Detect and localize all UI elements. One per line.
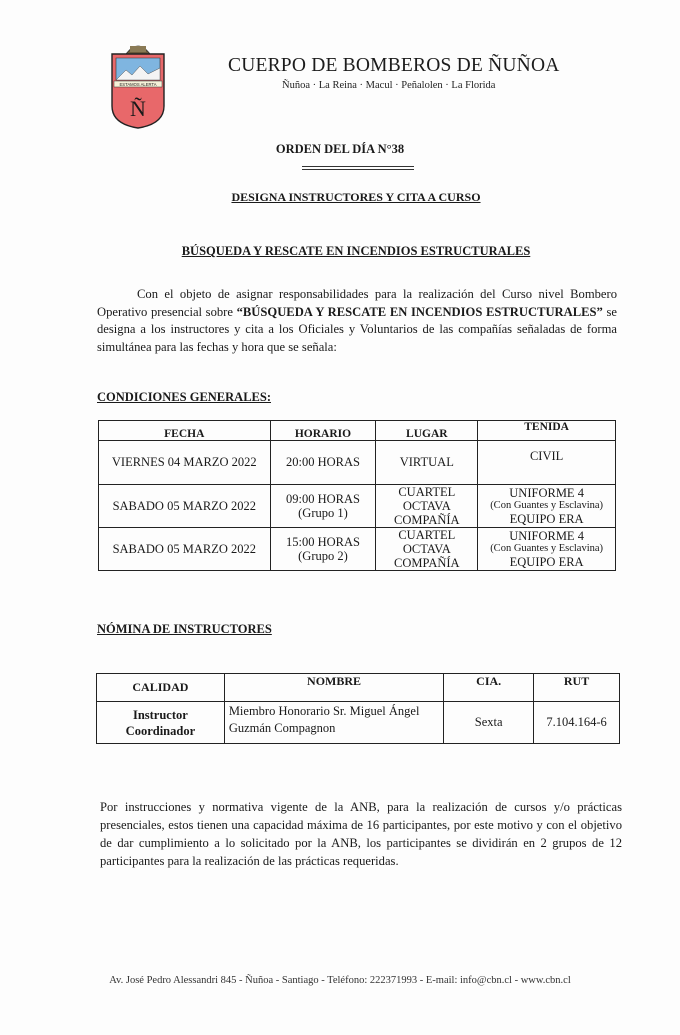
lugar-line: CUARTEL bbox=[398, 485, 456, 499]
conditions-heading: CONDICIONES GENERALES: bbox=[97, 390, 271, 404]
course-title: BÚSQUEDA Y RESCATE EN INCENDIOS ESTRUCTURALES bbox=[181, 244, 531, 258]
lugar-line: OCTAVA bbox=[402, 499, 451, 513]
cell-calidad bbox=[97, 702, 225, 744]
intro-paragraph bbox=[97, 286, 617, 356]
tenida-extra: EQUIPO ERA bbox=[509, 555, 584, 569]
tenida-main: UNIFORME 4 bbox=[509, 529, 584, 543]
cell-fecha: SABADO 05 MARZO 2022 bbox=[99, 485, 271, 528]
svg-text:Ñ: Ñ bbox=[130, 96, 146, 121]
cell-nombre bbox=[224, 702, 443, 744]
heading: DESIGNA INSTRUCTORES Y CITA A CURSO bbox=[231, 190, 481, 204]
instructors-table bbox=[96, 673, 620, 744]
tenida-extra: EQUIPO ERA bbox=[509, 512, 584, 526]
intro-course-name: “BÚSQUEDA Y RESCATE EN INCENDIOS ESTRUCTURALES” bbox=[236, 304, 603, 319]
lugar-line: OCTAVA bbox=[402, 542, 451, 556]
cell-fecha: SABADO 05 MARZO 2022 bbox=[99, 528, 271, 571]
calidad-line: Instructor bbox=[132, 707, 188, 722]
table-row bbox=[99, 528, 616, 571]
col-rut: RUT bbox=[534, 674, 620, 702]
lugar-line: COMPAÑÍA bbox=[394, 556, 460, 570]
cell-lugar: VIRTUAL bbox=[376, 441, 478, 485]
nombre-line: Miembro Honorario Sr. Miguel Ángel bbox=[228, 704, 420, 718]
footer-address: Av. José Pedro Alessandri 845 - Ñuñoa - Santiago - Teléfono: 222371993 - E-mail: info@cbn.cl - www.cbn.cl bbox=[109, 975, 571, 986]
instructors-heading: NÓMINA DE INSTRUCTORES bbox=[97, 622, 272, 636]
cell-tenida bbox=[478, 485, 616, 528]
table-row bbox=[99, 441, 616, 485]
cell-fecha: VIERNES 04 MARZO 2022 bbox=[99, 441, 271, 485]
horario-group: (Grupo 1) bbox=[298, 506, 348, 520]
organization-subtitle: Ñuñoa · La Reina · Macul · Peñalolen · La Florida bbox=[282, 80, 496, 91]
horario-time: 09:00 HORAS bbox=[285, 492, 360, 506]
intro-text-1: Con el objeto de asignar responsabilidades para la realización del Curso nivel Bombero Operativo presencial sobre bbox=[97, 287, 617, 319]
col-nombre: NOMBRE bbox=[224, 674, 443, 702]
order-title: ORDEN DEL DÍA N°38 bbox=[275, 142, 405, 156]
table-row bbox=[99, 485, 616, 528]
horario-group: (Grupo 2) bbox=[298, 549, 348, 563]
cell-lugar bbox=[376, 485, 478, 528]
table-row bbox=[97, 702, 620, 744]
lugar-line: CUARTEL bbox=[398, 528, 456, 542]
lugar-line: COMPAÑÍA bbox=[394, 513, 460, 527]
cell-lugar bbox=[376, 528, 478, 571]
cell-tenida: CIVIL bbox=[478, 441, 616, 485]
col-fecha: FECHA bbox=[99, 421, 271, 441]
cell-rut: 7.104.164-6 bbox=[534, 702, 620, 744]
tenida-detail: (Con Guantes y Esclavina) bbox=[490, 500, 604, 511]
organization-title: CUERPO DE BOMBEROS DE ÑUÑOA bbox=[228, 55, 560, 76]
conditions-table bbox=[98, 420, 616, 571]
col-lugar: LUGAR bbox=[376, 421, 478, 441]
col-calidad: CALIDAD bbox=[97, 674, 225, 702]
tenida-detail: (Con Guantes y Esclavina) bbox=[490, 543, 604, 554]
cell-cia: Sexta bbox=[444, 702, 534, 744]
tenida-main: UNIFORME 4 bbox=[509, 486, 584, 500]
intro-text-2: se designa a los instructores y cita a los Oficiales y Voluntarios de las compañías señaladas de forma simultánea para las fechas y hora que se señala: bbox=[97, 304, 617, 354]
nombre-line: Guzmán Compagnon bbox=[228, 721, 336, 735]
col-tenida: TENIDA bbox=[478, 421, 616, 441]
calidad-line: Coordinador bbox=[125, 723, 196, 738]
svg-text:ESTAMOS ALERTA: ESTAMOS ALERTA bbox=[119, 82, 157, 87]
col-horario: HORARIO bbox=[270, 421, 376, 441]
cell-horario bbox=[270, 485, 376, 528]
double-rule bbox=[302, 166, 414, 170]
cell-tenida bbox=[478, 528, 616, 571]
closing-paragraph: Por instrucciones y normativa vigente de la ANB, para la realización de cursos y/o prácticas presenciales, estos tienen una capacidad máxima de 16 participantes, por este motivo y con el objetivo de dar cumplimiento a lo solicitado por la ANB, los participantes se dividirán en 2 grupos de 12 participantes para la realización de las prácticas requeridas. bbox=[100, 800, 622, 868]
horario-time: 15:00 HORAS bbox=[285, 535, 360, 549]
col-cia: CIA. bbox=[444, 674, 534, 702]
cell-horario: 20:00 HORAS bbox=[270, 441, 376, 485]
cell-horario bbox=[270, 528, 376, 571]
fire-department-logo bbox=[108, 40, 168, 130]
